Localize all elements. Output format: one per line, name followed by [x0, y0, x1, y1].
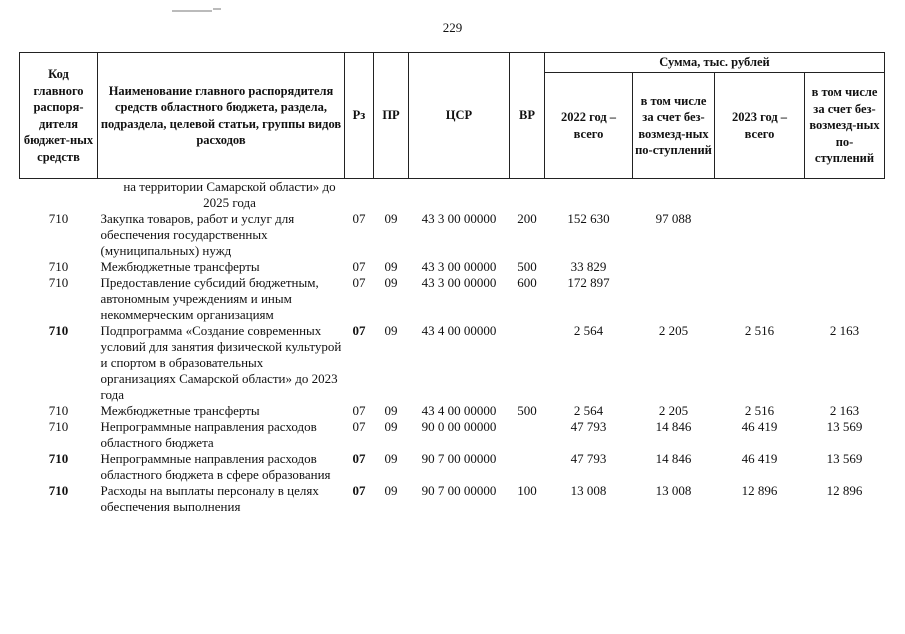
cell-csr: 43 3 00 00000: [421, 275, 497, 290]
table-row: [20, 403, 885, 419]
cell-pr: 09: [384, 275, 398, 290]
header-2023-grants: в том числе за счет без-возмезд-ных по-ступлений: [805, 73, 885, 179]
cell-vr: [510, 451, 545, 483]
cell-2022-total: [545, 179, 633, 212]
cell-2023-grants: 2 163: [829, 403, 860, 418]
cell-code: 710: [48, 323, 69, 338]
cell-2023-total: [715, 211, 805, 259]
cell-rz: 07: [352, 259, 366, 274]
page-number: 229: [442, 20, 463, 35]
cell-csr: 43 3 00 00000: [421, 259, 497, 274]
cell-pr: 09: [384, 403, 398, 418]
table-row: [20, 323, 885, 403]
header-2022-total: 2022 год – всего: [545, 73, 633, 179]
cell-2022-grants: [633, 259, 715, 275]
cell-2023-total: [715, 179, 805, 212]
cell-2022-grants: [633, 275, 715, 323]
table-row: [20, 419, 885, 451]
cell-2023-grants: [805, 179, 885, 212]
cell-vr: 600: [517, 275, 537, 290]
cell-2023-grants: [805, 259, 885, 275]
cell-2022-total: 47 793: [570, 419, 607, 434]
cell-rz: 07: [352, 451, 366, 466]
cell-2023-total: 12 896: [741, 483, 778, 498]
header-2023-total: 2023 год – всего: [715, 73, 805, 179]
table-row: [20, 275, 885, 323]
table-header: [20, 53, 885, 179]
cell-pr: 09: [384, 451, 398, 466]
cell-code: 710: [48, 403, 69, 418]
cell-name: Закупка товаров, работ и услуг для обеспечения государственных (муниципальных) нужд: [100, 211, 295, 258]
cell-2023-total: [715, 259, 805, 275]
cell-name: Подпрограмма «Создание современных условий для занятия физической культурой и спортом в образовательных организациях Самарской области» до 2023 года: [100, 323, 342, 402]
cell-pr: 09: [384, 483, 398, 498]
cell-csr: [409, 179, 510, 212]
cell-rz: [345, 179, 374, 212]
header-vr: ВР: [510, 53, 545, 179]
cell-2023-grants: [805, 211, 885, 259]
cell-2023-total: [715, 275, 805, 323]
cell-rz: 07: [352, 403, 366, 418]
cell-2022-grants: 14 846: [655, 451, 692, 466]
cell-rz: 07: [352, 323, 366, 338]
table-row: [20, 451, 885, 483]
cell-name: Расходы на выплаты персоналу в целях обеспечения выполнения: [100, 483, 319, 514]
cell-2022-grants: 2 205: [658, 323, 689, 338]
cell-code: 710: [48, 259, 69, 274]
cell-name: Непрограммные направления расходов областного бюджета в сфере образования: [100, 451, 331, 482]
cell-2022-grants: 2 205: [658, 403, 689, 418]
cell-code: 710: [48, 419, 69, 434]
cell-name: Межбюджетные трансферты: [100, 403, 260, 418]
cell-code: 710: [48, 275, 69, 290]
cell-vr: 500: [517, 403, 537, 418]
table-row: [20, 259, 885, 275]
cell-csr: 43 4 00 00000: [421, 403, 497, 418]
table-row: [20, 211, 885, 259]
cell-vr: [510, 323, 545, 403]
cell-2022-total: 2 564: [573, 403, 604, 418]
cell-2022-grants: 13 008: [655, 483, 692, 498]
cell-vr: 500: [517, 259, 537, 274]
cell-name: Межбюджетные трансферты: [100, 259, 260, 274]
cell-csr: 43 4 00 00000: [421, 323, 497, 338]
cell-pr: [374, 179, 409, 212]
table-row: [20, 179, 885, 212]
header-2022-grants: в том числе за счет без-возмезд-ных по-ступлений: [633, 73, 715, 179]
cell-2023-total: 2 516: [744, 323, 775, 338]
cell-vr: [510, 179, 545, 212]
cell-csr: 90 0 00 00000: [421, 419, 497, 434]
cell-rz: 07: [352, 419, 366, 434]
cell-2023-total: 2 516: [744, 403, 775, 418]
cell-rz: 07: [352, 275, 366, 290]
cell-vr: [510, 419, 545, 451]
cell-name: Предоставление субсидий бюджетным, автономным учреждениям и иным некоммерческим организациям: [100, 275, 319, 322]
table-row: [20, 483, 885, 515]
cell-code: 710: [48, 211, 69, 226]
cell-2023-total: 46 419: [741, 451, 778, 466]
cell-code: 710: [48, 483, 69, 498]
cell-code: 710: [48, 451, 69, 466]
cell-pr: 09: [384, 259, 398, 274]
scan-speck: [172, 10, 212, 12]
cell-csr: 43 3 00 00000: [421, 211, 497, 226]
header-name: Наименование главного распорядителя средств областного бюджета, раздела, подраздела, целевой статьи, группы видов расходов: [98, 53, 345, 179]
header-sum-group: Сумма, тыс. рублей: [545, 53, 885, 73]
cell-pr: 09: [384, 419, 398, 434]
cell-vr: 100: [517, 483, 537, 498]
cell-2022-total: 152 630: [567, 211, 610, 226]
cell-csr: 90 7 00 00000: [421, 451, 497, 466]
cell-2023-grants: 13 569: [826, 451, 863, 466]
cell-2023-grants: 13 569: [826, 419, 863, 434]
cell-vr: 200: [517, 211, 537, 226]
cell-name: на территории Самарской области» до 2025 года: [123, 179, 336, 210]
cell-2022-total: 47 793: [570, 451, 607, 466]
cell-pr: 09: [384, 323, 398, 338]
cell-2023-grants: 12 896: [826, 483, 863, 498]
cell-2023-total: 46 419: [741, 419, 778, 434]
header-pr: ПР: [374, 53, 409, 179]
cell-rz: 07: [352, 211, 366, 226]
cell-pr: 09: [384, 211, 398, 226]
budget-table: [19, 52, 885, 515]
header-code: Код главного распоря-дителя бюджет-ных средств: [20, 53, 98, 179]
cell-2023-grants: 2 163: [829, 323, 860, 338]
scan-speck: [213, 8, 221, 10]
cell-csr: 90 7 00 00000: [421, 483, 497, 498]
cell-name: Непрограммные направления расходов областного бюджета: [100, 419, 317, 450]
cell-code: [20, 179, 98, 212]
table-body: [20, 179, 885, 516]
cell-2022-grants: [633, 179, 715, 212]
header-csr: ЦСР: [409, 53, 510, 179]
cell-2022-grants: 14 846: [655, 419, 692, 434]
cell-2022-grants: 97 088: [655, 211, 692, 226]
cell-rz: 07: [352, 483, 366, 498]
cell-2022-total: 172 897: [567, 275, 610, 290]
cell-2022-total: 33 829: [570, 259, 607, 274]
cell-2022-total: 13 008: [570, 483, 607, 498]
cell-2023-grants: [805, 275, 885, 323]
cell-2022-total: 2 564: [573, 323, 604, 338]
header-rz: Рз: [345, 53, 374, 179]
